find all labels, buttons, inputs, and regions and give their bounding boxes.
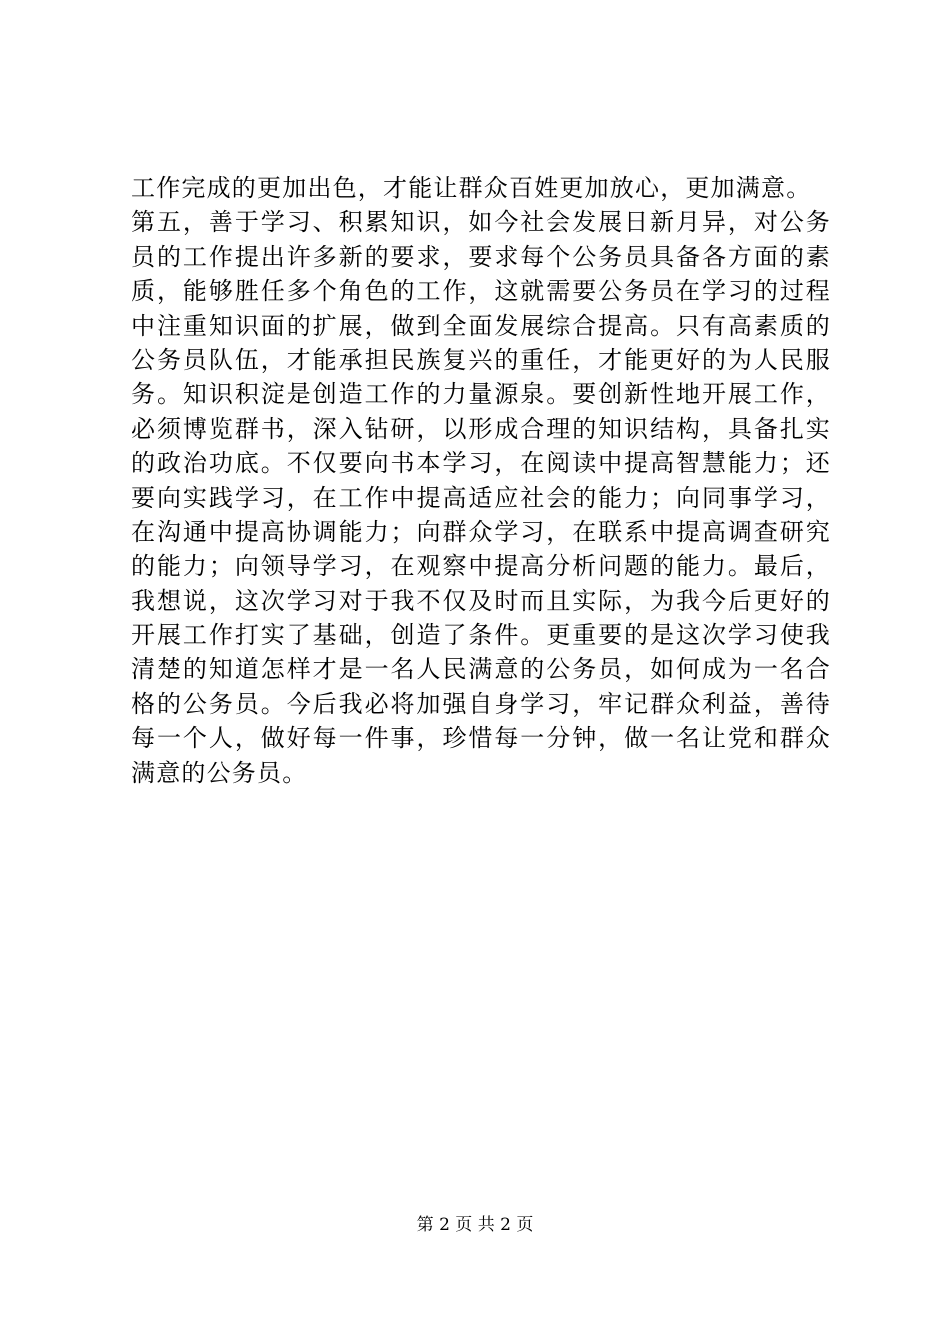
text-line: 质，能够胜任多个角色的工作，这就需要公务员在学习的过程 <box>131 277 831 306</box>
text-line: 的能力；向领导学习，在观察中提高分析问题的能力。最后， <box>131 552 831 581</box>
text-line: 每一个人，做好每一件事，珍惜每一分钟，做一名让党和群众 <box>131 724 831 753</box>
text-line: 务。知识积淀是创造工作的力量源泉。要创新性地开展工作， <box>131 380 831 409</box>
text-line: 开展工作打实了基础，创造了条件。更重要的是这次学习使我 <box>131 621 831 650</box>
text-line: 第五，善于学习、积累知识，如今社会发展日新月异，对公务 <box>131 208 831 237</box>
text-line: 公务员队伍，才能承担民族复兴的重任，才能更好的为人民服 <box>131 345 831 374</box>
text-line: 工作完成的更加出色，才能让群众百姓更加放心，更加满意。 <box>131 174 812 202</box>
text-line: 满意的公务员。 <box>131 758 308 787</box>
page-number-footer: 第 2 页 共 2 页 <box>416 1215 534 1235</box>
text-line: 中注重知识面的扩展，做到全面发展综合提高。只有高素质的 <box>131 311 831 340</box>
text-line: 要向实践学习，在工作中提高适应社会的能力；向同事学习， <box>131 483 831 512</box>
text-line: 员的工作提出许多新的要求，要求每个公务员具备各方面的素 <box>131 242 831 271</box>
text-line: 我想说，这次学习对于我不仅及时而且实际，为我今后更好的 <box>131 586 831 615</box>
text-line: 必须博览群书，深入钻研，以形成合理的知识结构，具备扎实 <box>131 414 831 443</box>
text-line: 格的公务员。今后我必将加强自身学习，牢记群众利益，善待 <box>131 689 831 718</box>
text-line: 清楚的知道怎样才是一名人民满意的公务员，如何成为一名合 <box>131 655 831 684</box>
body-paragraph <box>131 171 831 790</box>
text-line: 在沟通中提高协调能力；向群众学习，在联系中提高调查研究 <box>131 517 831 546</box>
text-line: 的政治功底。不仅要向书本学习，在阅读中提高智慧能力；还 <box>131 449 831 478</box>
